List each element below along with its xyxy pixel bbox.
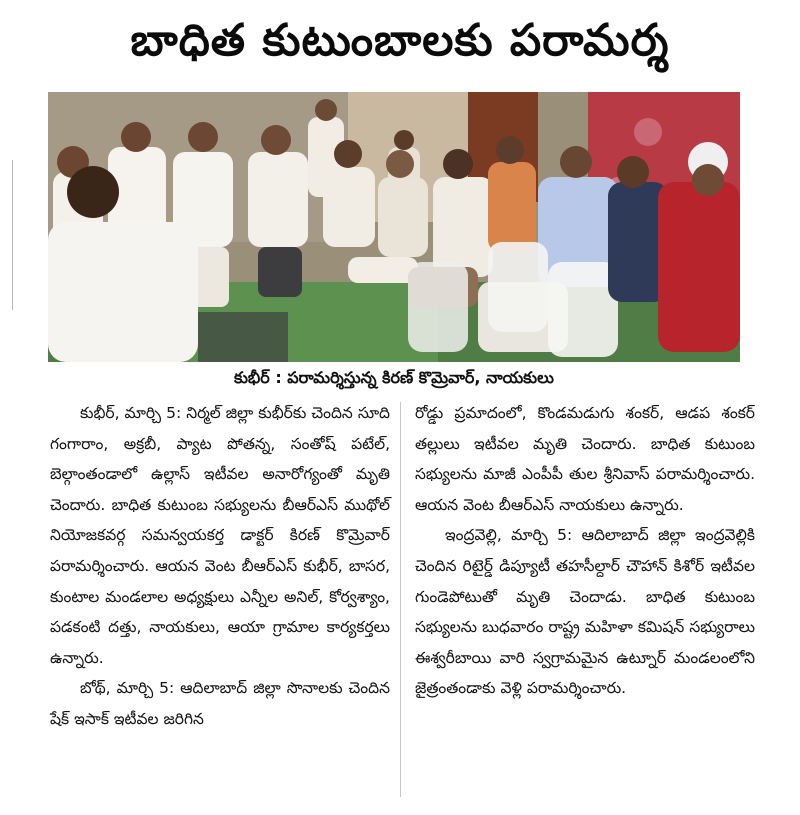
article-column-left	[50, 398, 390, 735]
column-divider	[400, 402, 401, 797]
paragraph-both-continued: రోడ్డు ప్రమాదంలో, కొండమడుగు శంకర్, ఆడప శంకర్ తల్లులు ఇటీవల మృతి చెందారు. బాధిత కుటుంబ సభ్యులను మాజీ ఎంపీపీ తుల శ్రీనివాస్ పరామర్శించారు. ఆయన వెంట బీఆర్ఎస్ నాయకులు ఉన్నారు.	[415, 404, 755, 514]
photo-caption: కుభీర్ : పరామర్శిస్తున్న కిరణ్ కొమ్రెవార్, నాయకులు	[234, 367, 554, 387]
paragraph-both: బోథ్, మార్చి 5: ఆదిలాబాద్ జిల్లా సొనాలకు చెందిన షేక్ ఇసాక్ ఇటీవల జరిగిన	[50, 679, 390, 728]
photo-group-visit	[48, 92, 740, 362]
headline: బాధిత కుటుంబాలకు పరామర్శ	[130, 15, 670, 66]
paragraph-kubheer: కుభీర్, మార్చి 5: నిర్మల్ జిల్లా కుభీర్‌కు చెందిన సూది గంగారాం, అక్రబీ, ప్యాట పోతన్న, సంతోష్ పటేల్, బెల్గాంతండాలో ఉల్లాస్ ఇటీవల అనారోగ్యంతో మృతి చెందారు. బాధిత కుటుంబ సభ్యులను బీఆర్ఎస్ ముథోల్ నియోజకవర్గ సమన్వయకర్త డాక్టర్ కిరణ్ కొమ్రెవార్ పరామర్శించారు. ఆయన వెంట బీఆర్ఎస్ కుభీర్, బాసర, కుంటాల మండలాల అధ్యక్షులు ఎన్నీల అనిల్, కోర్వశ్యాం, పడకంటి దత్తు, నాయకులు, ఆయా గ్రామాల కార్యకర్తలు ఉన్నారు.	[50, 404, 390, 667]
news-photo	[48, 92, 740, 362]
article-column-right	[415, 398, 755, 704]
paragraph-indravelli: ఇంద్రవెల్లి, మార్చి 5: ఆదిలాబాద్ జిల్లా ఇంద్రవెల్లికి చెందిన రిటైర్డ్ డిప్యూటీ తహసీల్దార్ చౌహాన్ కిశోర్ ఇటీవల గుండెపోటుతో మృతి చెందాడు. బాధిత కుటుంబ సభ్యులను బుధవారం రాష్ట్ర మహిళా కమిషన్ సభ్యురాలు ఈశ్వరీబాయి వారి స్వగ్రామమైన ఉట్నూర్ మండలంలోని జైత్రంతండాకు వెళ్లి పరామర్శించారు.	[415, 526, 755, 698]
page-edge-rule	[12, 160, 13, 310]
